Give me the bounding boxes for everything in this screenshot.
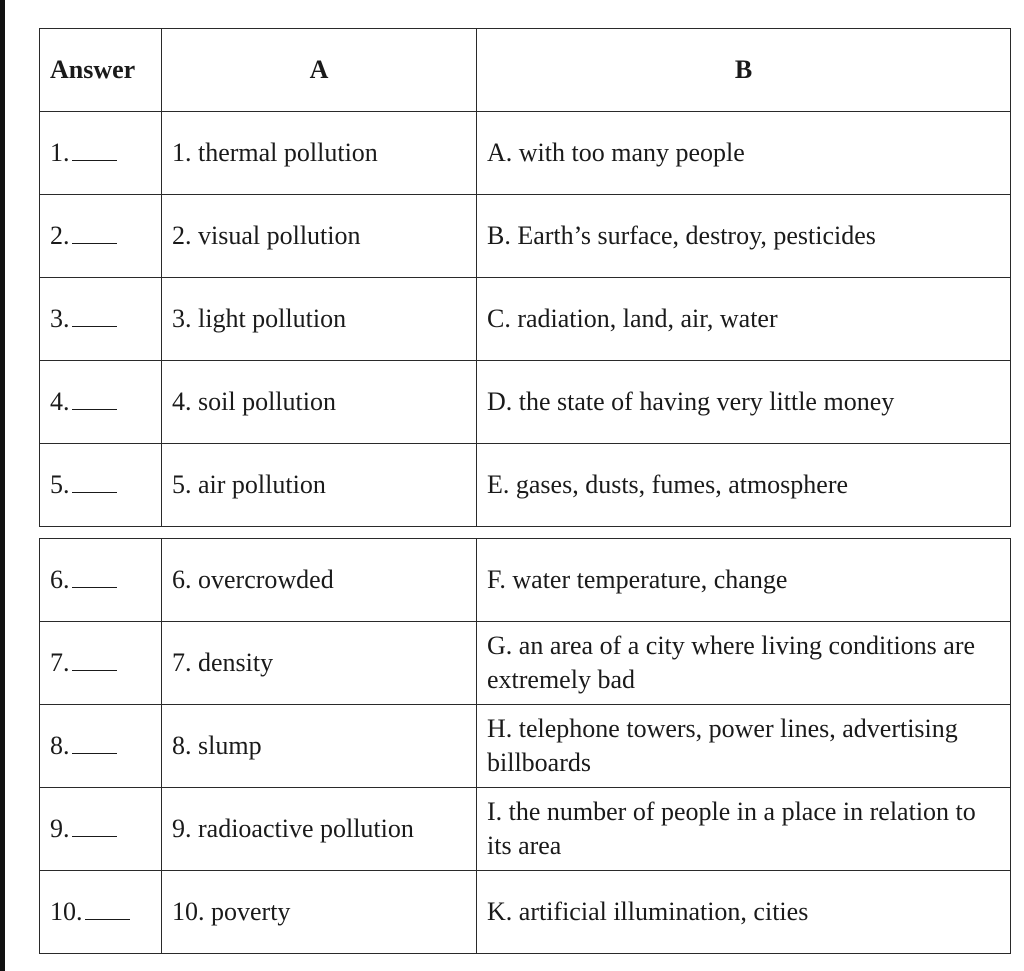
answer-blank[interactable] <box>72 385 117 410</box>
definition-cell: A. with too many people <box>477 112 1011 195</box>
term-cell: 1. thermal pollution <box>162 112 477 195</box>
table-row <box>40 112 1011 195</box>
table-row <box>40 788 1011 871</box>
table-row <box>40 705 1011 788</box>
answer-cell[interactable] <box>40 788 162 871</box>
table-row <box>40 444 1011 527</box>
answer-blank[interactable] <box>72 563 117 588</box>
answer-number: 3. <box>50 304 70 333</box>
definition-cell: E. gases, dusts, fumes, atmosphere <box>477 444 1011 527</box>
answer-cell[interactable] <box>40 705 162 788</box>
definition-cell: C. radiation, land, air, water <box>477 278 1011 361</box>
definition-cell: H. telephone towers, power lines, advertising billboards <box>477 705 1011 788</box>
term-cell: 2. visual pollution <box>162 195 477 278</box>
definition-cell: G. an area of a city where living conditions are extremely bad <box>477 622 1011 705</box>
term-cell: 3. light pollution <box>162 278 477 361</box>
answer-blank[interactable] <box>72 646 117 671</box>
term-cell: 6. overcrowded <box>162 539 477 622</box>
definition-cell: D. the state of having very little money <box>477 361 1011 444</box>
answer-blank[interactable] <box>72 136 117 161</box>
term-cell: 7. density <box>162 622 477 705</box>
answer-number: 10. <box>50 897 83 926</box>
answer-cell[interactable] <box>40 539 162 622</box>
definition-cell: F. water temperature, change <box>477 539 1011 622</box>
answer-blank[interactable] <box>85 895 130 920</box>
matching-table-top <box>39 28 1011 527</box>
header-answer: Answer <box>40 29 162 112</box>
table-row <box>40 539 1011 622</box>
answer-number: 6. <box>50 565 70 594</box>
definition-cell: K. artificial illumination, cities <box>477 871 1011 954</box>
answer-cell[interactable] <box>40 278 162 361</box>
answer-cell[interactable] <box>40 195 162 278</box>
answer-number: 8. <box>50 731 70 760</box>
answer-cell[interactable] <box>40 444 162 527</box>
answer-number: 2. <box>50 221 70 250</box>
table-row <box>40 278 1011 361</box>
table-row <box>40 195 1011 278</box>
header-b: B <box>477 29 1011 112</box>
definition-cell: B. Earth’s surface, destroy, pesticides <box>477 195 1011 278</box>
answer-blank[interactable] <box>72 812 117 837</box>
answer-cell[interactable] <box>40 361 162 444</box>
table-row <box>40 361 1011 444</box>
answer-blank[interactable] <box>72 302 117 327</box>
term-cell: 4. soil pollution <box>162 361 477 444</box>
term-cell: 5. air pollution <box>162 444 477 527</box>
matching-table-bottom <box>39 538 1011 954</box>
term-cell: 9. radioactive pollution <box>162 788 477 871</box>
answer-number: 1. <box>50 138 70 167</box>
answer-blank[interactable] <box>72 468 117 493</box>
table-row <box>40 622 1011 705</box>
header-row <box>40 29 1011 112</box>
answer-number: 5. <box>50 470 70 499</box>
answer-blank[interactable] <box>72 729 117 754</box>
answer-number: 4. <box>50 387 70 416</box>
answer-cell[interactable] <box>40 871 162 954</box>
term-cell: 10. poverty <box>162 871 477 954</box>
header-a: A <box>162 29 477 112</box>
left-edge-bar <box>0 0 5 971</box>
answer-number: 7. <box>50 648 70 677</box>
term-cell: 8. slump <box>162 705 477 788</box>
table-row <box>40 871 1011 954</box>
answer-number: 9. <box>50 814 70 843</box>
definition-cell: I. the number of people in a place in relation to its area <box>477 788 1011 871</box>
answer-cell[interactable] <box>40 112 162 195</box>
answer-cell[interactable] <box>40 622 162 705</box>
answer-blank[interactable] <box>72 219 117 244</box>
